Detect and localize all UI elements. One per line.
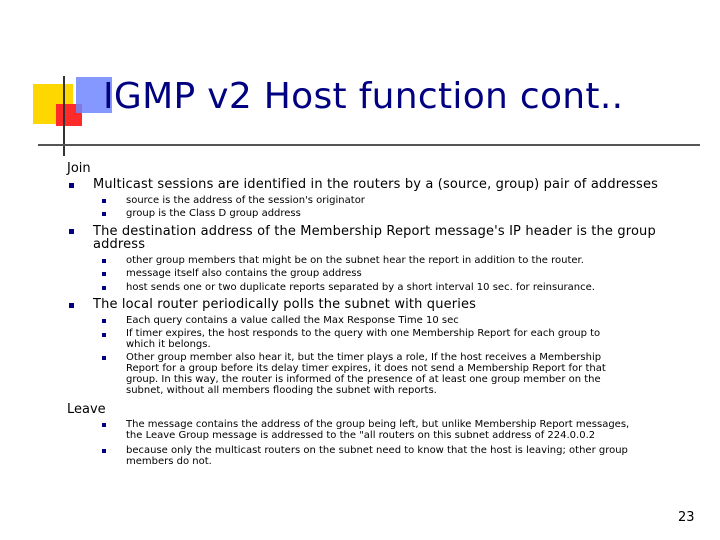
bullet-icon <box>102 423 106 427</box>
bullet-icon <box>102 449 106 453</box>
join-item-2-sub-1: other group members that might be on the subnet hear the report in addition to the router. <box>126 255 584 266</box>
leave-heading: Leave <box>67 402 106 417</box>
join-item-3-sub-1: Each query contains a value called the Max Response Time 10 sec <box>126 315 459 326</box>
join-item-3-sub-2-line-2: which it belongs. <box>126 339 211 350</box>
bullet-icon <box>102 212 106 216</box>
slide-title: IGMP v2 Host function cont.. <box>103 76 624 117</box>
join-item-3: The local router periodically polls the subnet with queries <box>93 297 477 312</box>
leave-sub-2-line-1: because only the multicast routers on the subnet need to know that the host is leaving; other group <box>126 445 628 456</box>
join-item-3-sub-2-line-1: If timer expires, the host responds to the query with one Membership Report for each group to <box>126 328 601 339</box>
join-item-2-sub-3: host sends one or two duplicate reports separated by a short interval 10 sec. for reinsurance. <box>126 282 595 293</box>
bullet-icon <box>102 319 106 323</box>
bullet-icon <box>69 183 74 188</box>
join-item-3-sub-3-line-1: Other group member also hear it, but the timer plays a role, If the host receives a Membership <box>126 352 602 363</box>
join-item-1-sub-1: source is the address of the session's originator <box>126 195 365 206</box>
leave-sub-1-line-1: The message contains the address of the group being left, but unlike Membership Report messages, <box>126 419 630 430</box>
join-item-3-sub-3-line-3: group. In this way, the router is informed of the presence of at least one group member on the <box>126 374 601 385</box>
bullet-icon <box>102 333 106 337</box>
title-horizontal-rule <box>38 144 700 146</box>
bullet-icon <box>69 303 74 308</box>
bullet-icon <box>102 356 106 360</box>
leave-sub-1-line-2: the Leave Group message is addressed to the "all routers on this subnet address of 224.0.0.2 <box>126 430 596 441</box>
bullet-icon <box>102 259 106 263</box>
join-heading: Join <box>67 161 91 176</box>
join-item-3-sub-3-line-4: subnet, without all members flooding the subnet with reports. <box>126 385 437 396</box>
leave-sub-2-line-2: members do not. <box>126 456 212 467</box>
join-item-2-line-1: The destination address of the Membership Report message's IP header is the group <box>93 224 656 239</box>
join-item-1: Multicast sessions are identified in the routers by a (source, group) pair of addresses <box>93 177 659 192</box>
bullet-icon <box>69 229 74 234</box>
join-item-2-sub-2: message itself also contains the group address <box>126 268 362 279</box>
join-item-2-line-2: address <box>93 237 146 252</box>
bullet-icon <box>102 199 106 203</box>
join-item-3-sub-3-line-2: Report for a group before its delay timer expires, it does not send a Membership Report for that <box>126 363 606 374</box>
bullet-icon <box>102 286 106 290</box>
page-number: 23 <box>678 510 695 525</box>
join-item-1-sub-2: group is the Class D group address <box>126 208 301 219</box>
bullet-icon <box>102 272 106 276</box>
